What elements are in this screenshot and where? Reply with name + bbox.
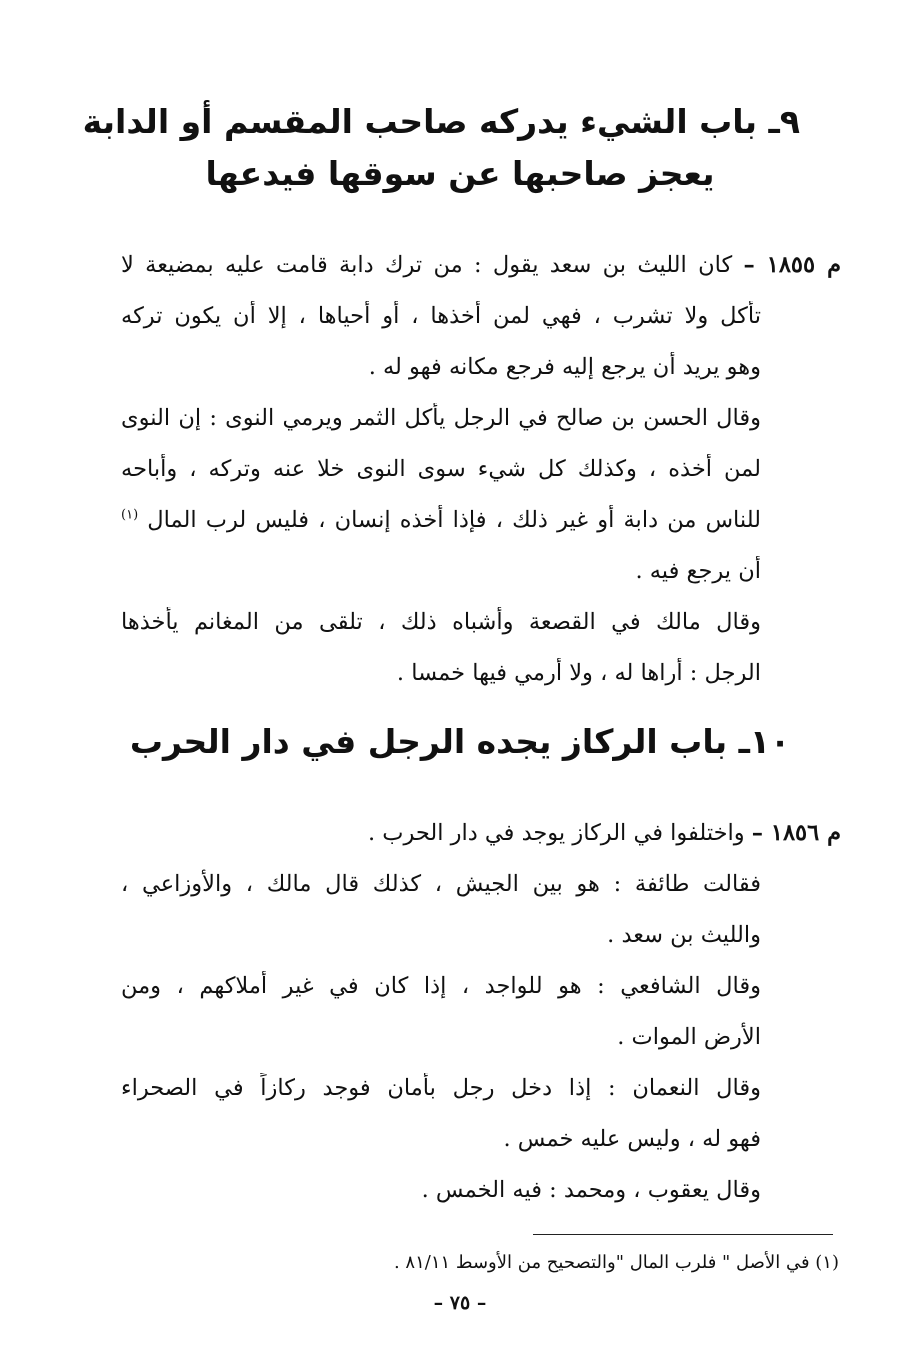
paragraph-line: والليث بن سعد .	[607, 922, 761, 948]
entry-1855-line-1	[121, 250, 841, 282]
entry-1856-line-1	[121, 818, 841, 850]
paragraph-line: الرجل : أراها له ، ولا أرمي فيها خمسا .	[396, 660, 761, 686]
paragraph-line: وقال الحسن بن صالح في الرجل يأكل الثمر ويرمي النوى : إن النوى	[121, 405, 761, 431]
entry-1855-number: م ١٨٥٥ –	[743, 252, 841, 278]
paragraph-line: وقال الشافعي : هو للواجد ، إذا كان في غير أملاكهم ، ومن	[121, 973, 761, 999]
paragraph-line: لمن أخذه ، وكذلك كل شيء سوى النوى خلا عنه وتركه ، وأباحه	[121, 456, 761, 482]
page-number: – ٧٥ –	[433, 1292, 487, 1314]
paragraph-line: وقال مالك في القصعة وأشباه ذلك ، تلقى من المغانم يأخذها	[121, 609, 761, 635]
paragraph-line	[121, 505, 761, 537]
paragraph-line: فهو له ، وليس عليه خمس .	[503, 1126, 761, 1152]
entry-1855-text: كان الليث بن سعد يقول : من ترك دابة قامت عليه بمضيعة لا	[121, 252, 733, 278]
footnote-marker: (١)	[121, 507, 139, 523]
paragraph-line: فقالت طائفة : هو بين الجيش ، كذلك قال مالك ، والأوزاعي ،	[121, 871, 761, 897]
section-9-title-line-1: ٩ـ باب الشيء يدركه صاحب المقسم أو الدابة	[82, 102, 800, 141]
paragraph-line: الأرض الموات .	[617, 1024, 761, 1050]
section-9-title-line-2: يعجز صاحبها عن سوقها فيدعها	[205, 154, 715, 193]
paragraph-line: وهو يريد أن يرجع إليه فرجع مكانه فهو له .	[368, 354, 761, 380]
entry-1856-number: م ١٨٥٦ –	[751, 820, 841, 846]
footnote: (١) في الأصل " فلرب المال "والتصحيح من الأوسط ٨١/١١ .	[393, 1252, 839, 1273]
paragraph-line: أن يرجع فيه .	[635, 558, 761, 584]
paragraph-line: وقال يعقوب ، ومحمد : فيه الخمس .	[421, 1177, 761, 1203]
paragraph-line: تأكل ولا تشرب ، فهي لمن أخذها ، أو أحياها ، إلا أن يكون تركه	[121, 303, 761, 329]
paragraph-line: وقال النعمان : إذا دخل رجل بأمان فوجد ركازاً في الصحراء	[121, 1075, 761, 1101]
section-10-title: ١٠ـ باب الركاز يجده الرجل في دار الحرب	[129, 722, 791, 761]
paragraph-text: للناس من دابة أو غير ذلك ، فإذا أخذه إنسان ، فليس لرب المال	[147, 507, 761, 533]
footnote-divider	[533, 1234, 833, 1235]
entry-1856-text: واختلفوا في الركاز يوجد في دار الحرب .	[367, 820, 745, 846]
